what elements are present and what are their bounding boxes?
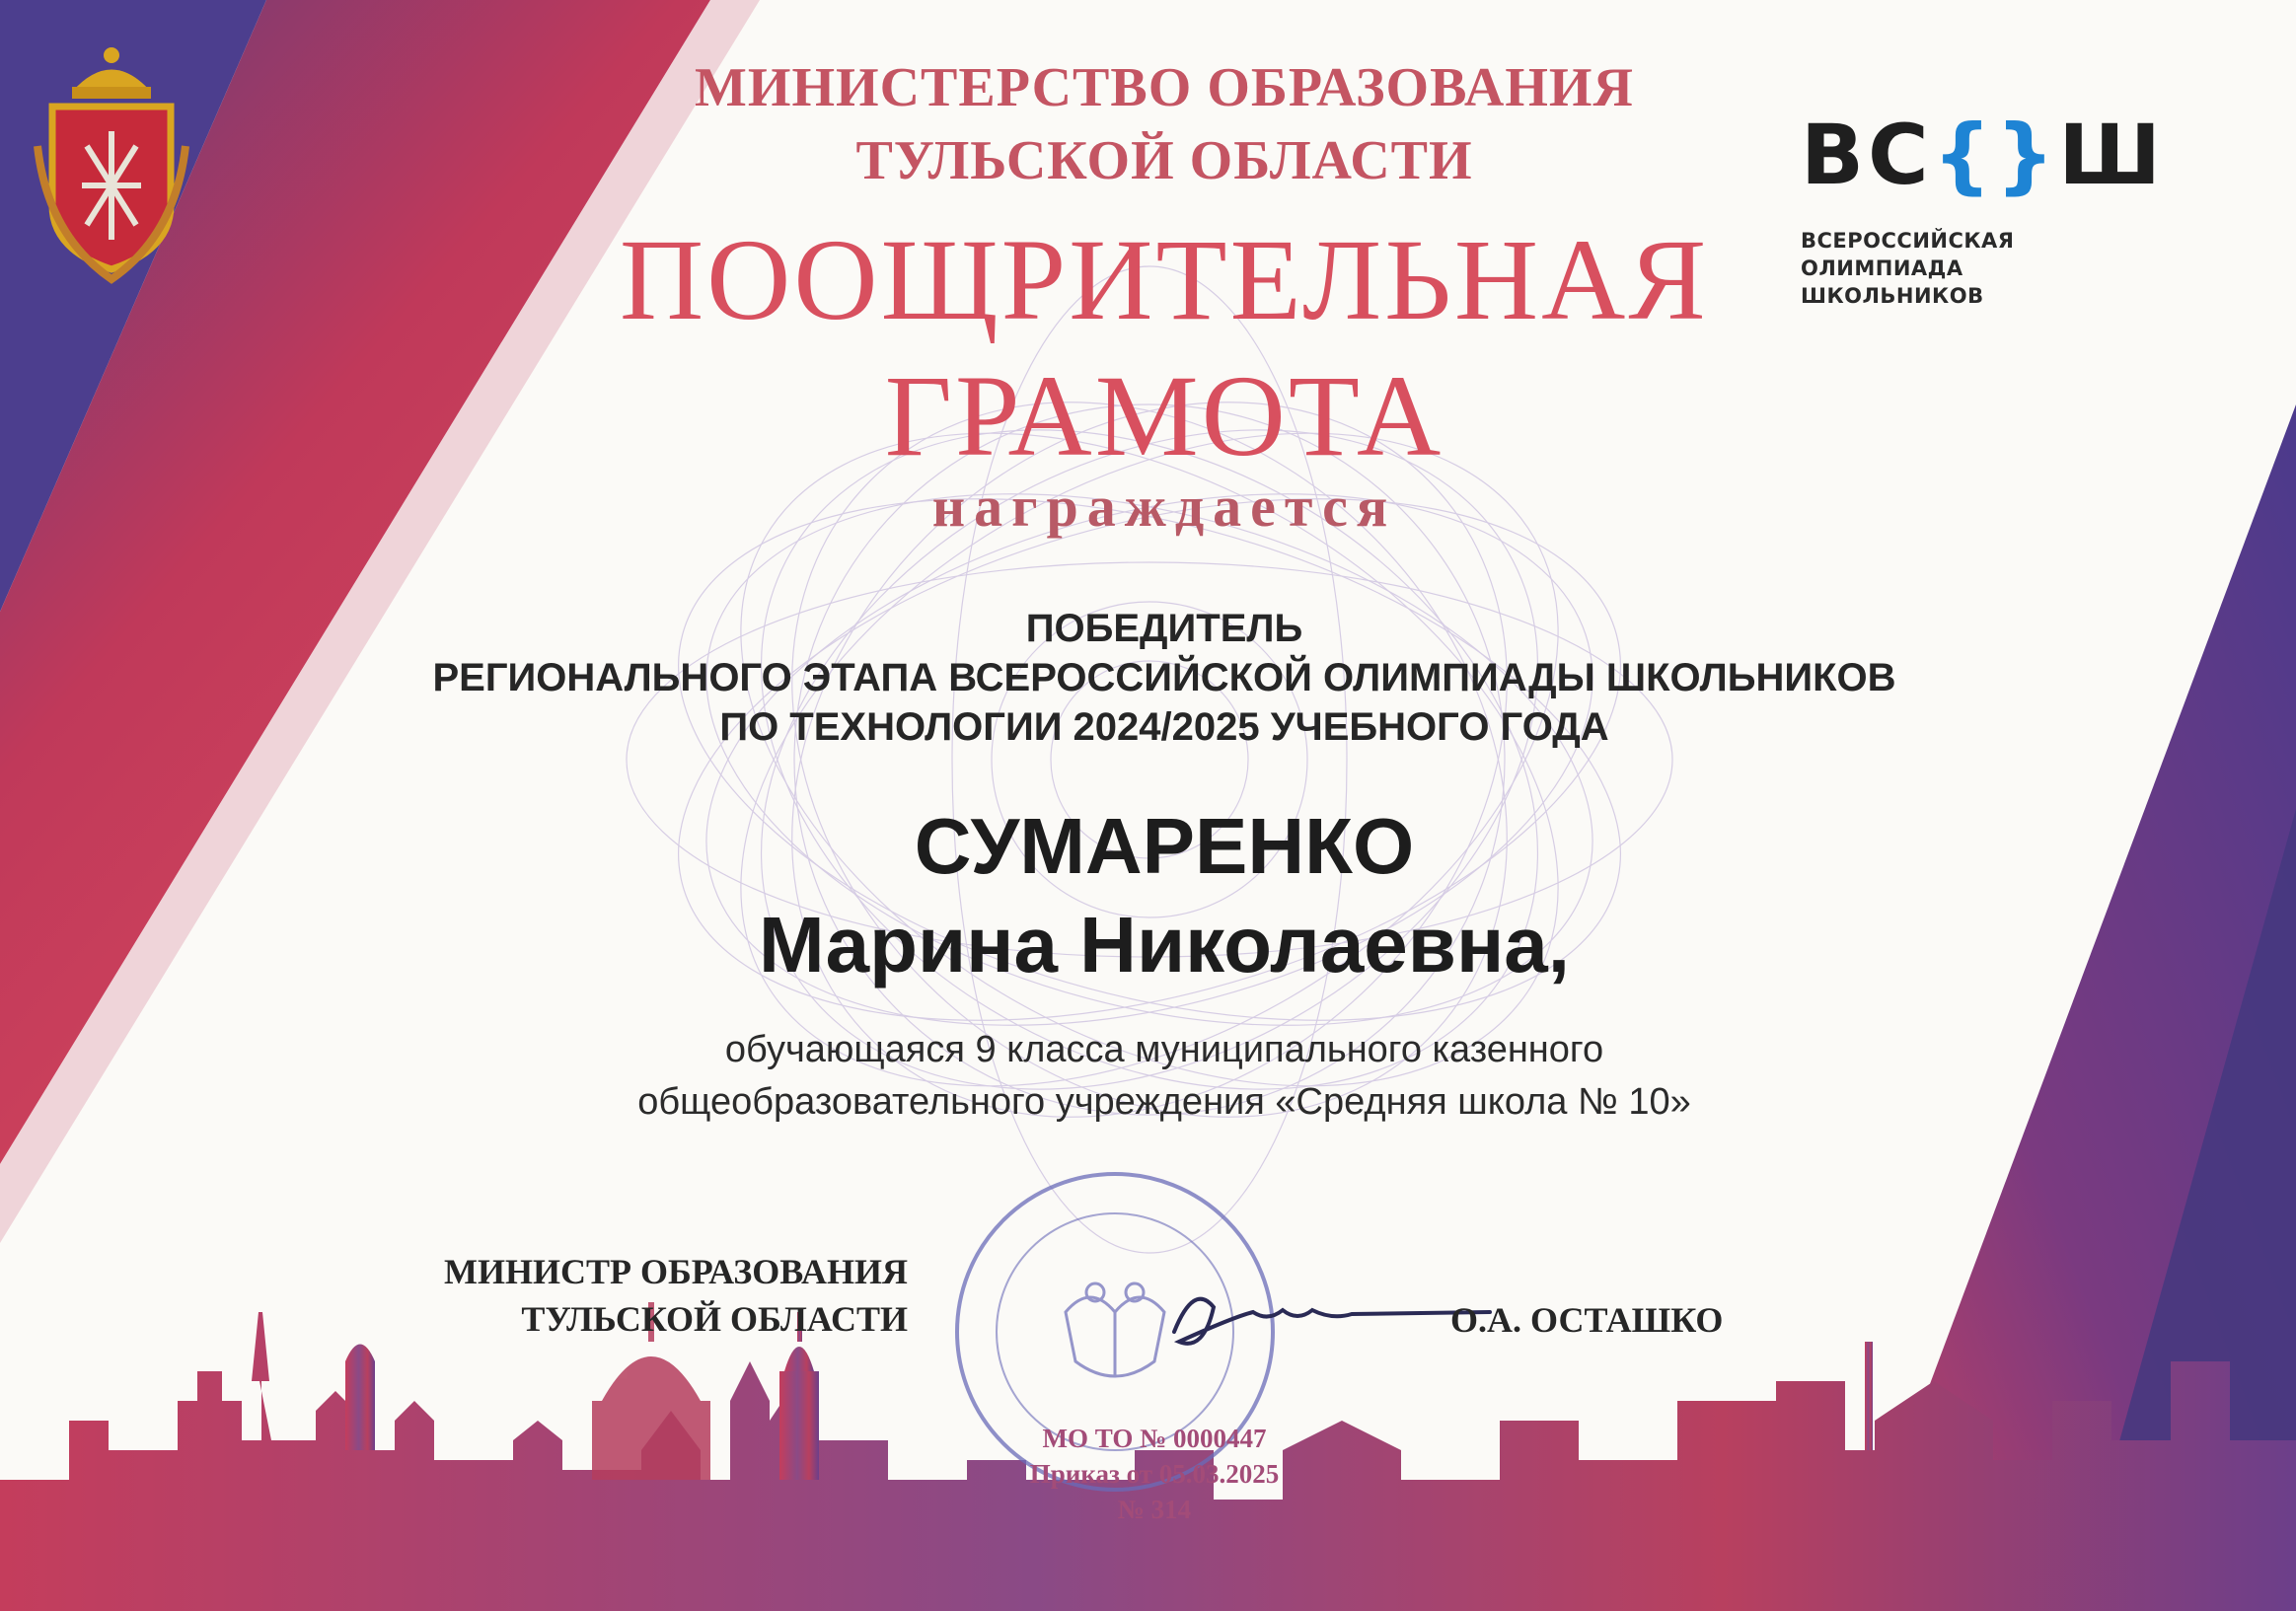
ministry-heading	[592, 51, 1737, 197]
minister-title	[316, 1248, 908, 1343]
title-line-1: ПООЩРИТЕЛЬНАЯ	[619, 215, 1710, 344]
ministry-line-2: ТУЛЬСКОЙ ОБЛАСТИ	[855, 130, 1473, 191]
recipient-given-names: Марина Николаевна,	[758, 901, 1571, 989]
vsosh-mark-right: Ш	[2058, 107, 2166, 203]
vsosh-logo-text	[1801, 227, 2165, 310]
awarded-text: награждается	[931, 475, 1397, 539]
student-line-1: обучающаяся 9 класса муниципального казенного	[724, 1029, 1604, 1070]
vsosh-mark-brace: {}	[1932, 107, 2059, 203]
registration-number: МО ТО № 0000447	[1042, 1424, 1267, 1453]
vsosh-line-2: ОЛИМПИАДА	[1801, 256, 1963, 280]
ministry-line-1: МИНИСТЕРСТВО ОБРАЗОВАНИЯ	[695, 57, 1634, 118]
registration-info	[957, 1421, 1352, 1527]
recipient-surname: СУМАРЕНКО	[914, 802, 1415, 890]
vsosh-line-3: ШКОЛЬНИКОВ	[1801, 284, 1984, 308]
student-description	[296, 1024, 2033, 1129]
student-line-2: общеобразовательного учреждения «Средняя школа № 10»	[637, 1081, 1691, 1123]
title-line-2: ГРАМОТА	[884, 351, 1444, 480]
minister-line-2: ТУЛЬСКОЙ ОБЛАСТИ	[521, 1299, 908, 1339]
achievement-line-3: ПО ТЕХНОЛОГИИ 2024/2025 УЧЕБНОГО ГОДА	[719, 705, 1609, 749]
order-date: Приказ от 05.03.2025	[1029, 1459, 1280, 1489]
tula-coat-of-arms-icon	[28, 37, 195, 284]
vsosh-line-1: ВСЕРОССИЙСКАЯ	[1801, 229, 2015, 253]
minister-line-1: МИНИСТР ОБРАЗОВАНИЯ	[443, 1252, 908, 1291]
signer-name: О.А. ОСТАШКО	[1450, 1300, 1724, 1340]
achievement-line-1: ПОБЕДИТЕЛЬ	[1025, 607, 1303, 650]
vsosh-mark-left: ВС	[1801, 107, 1933, 203]
achievement-line-2: РЕГИОНАЛЬНОГО ЭТАПА ВСЕРОССИЙСКОЙ ОЛИМПИАДЫ ШКОЛЬНИКОВ	[432, 656, 1896, 699]
vsosh-logo	[1801, 107, 2166, 310]
achievement-text	[296, 604, 2033, 752]
certificate-title	[493, 212, 1835, 484]
vsosh-logo-mark	[1801, 107, 2166, 203]
order-number: № 314	[1117, 1495, 1192, 1524]
